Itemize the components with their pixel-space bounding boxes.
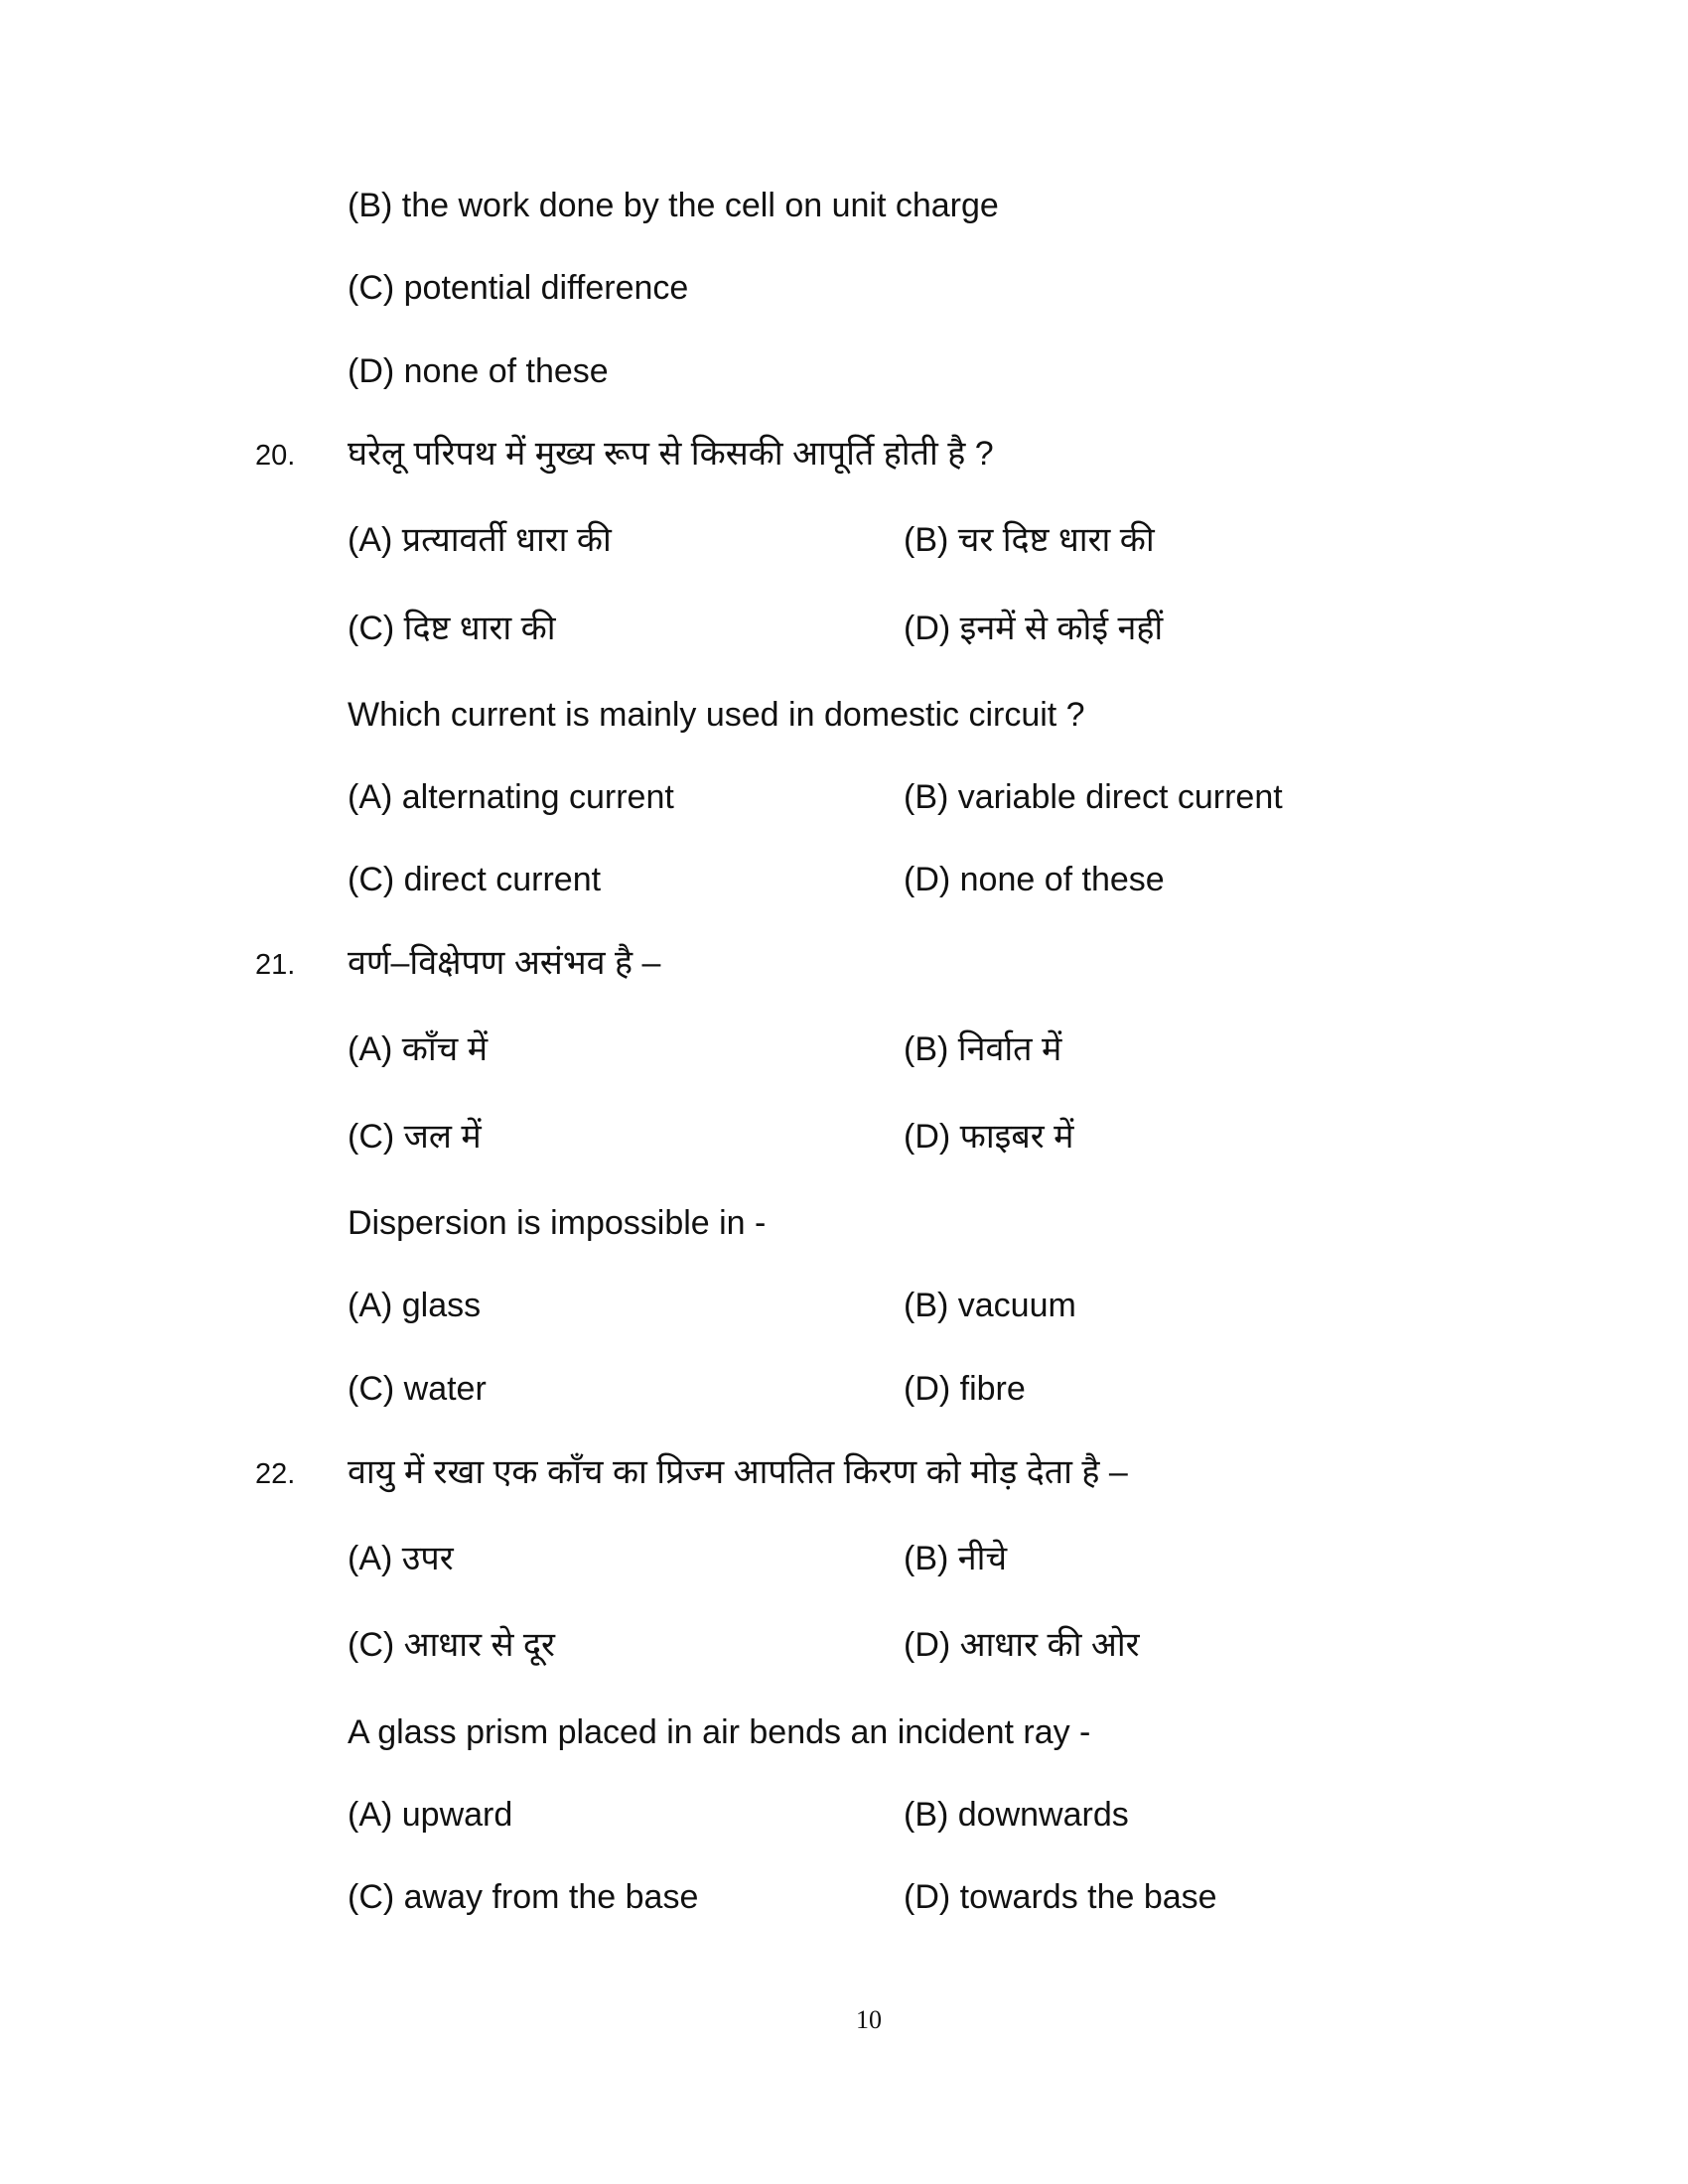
- option-b: (B) vacuum: [904, 1287, 1076, 1324]
- question-english: Dispersion is impossible in -: [348, 1204, 767, 1242]
- option-d: (D) none of these: [904, 861, 1165, 898]
- option-c: (C) water: [348, 1370, 487, 1408]
- option-d: (D) towards the base: [904, 1878, 1217, 1916]
- option-b-hindi: (B) चर दिष्ट धारा की: [904, 521, 1155, 559]
- option-a-hindi: (A) काँच में: [348, 1030, 489, 1068]
- option-c: (C) away from the base: [348, 1878, 699, 1916]
- question-hindi: घरेलू परिपथ में मुख्य रूप से किसकी आपूर्ति होती है ?: [348, 435, 994, 473]
- option-c-hindi: (C) जल में: [348, 1118, 482, 1156]
- question-number: 22.: [255, 1458, 296, 1490]
- option-b: (B) variable direct current: [904, 778, 1283, 816]
- question-number: 21.: [255, 949, 296, 981]
- option-c-hindi: (C) आधार से दूर: [348, 1626, 555, 1664]
- option-c: (C) potential difference: [348, 269, 689, 307]
- option-a-hindi: (A) उपर: [348, 1540, 454, 1577]
- option-b: (B) downwards: [904, 1796, 1129, 1834]
- option-c-hindi: (C) दिष्ट धारा की: [348, 610, 556, 647]
- option-a-hindi: (A) प्रत्यावर्ती धारा की: [348, 521, 612, 559]
- option-b-hindi: (B) निर्वात में: [904, 1030, 1062, 1068]
- question-number: 20.: [255, 440, 296, 472]
- option-c: (C) direct current: [348, 861, 602, 898]
- question-hindi: वर्ण–विक्षेपण असंभव है –: [348, 944, 661, 982]
- option-a: (A) alternating current: [348, 778, 674, 816]
- option-d-hindi: (D) इनमें से कोई नहीं: [904, 610, 1164, 647]
- question-english: Which current is mainly used in domestic circuit ?: [348, 696, 1085, 734]
- question-hindi: वायु में रखा एक काँच का प्रिज्म आपतित किरण को मोड़ देता है –: [348, 1453, 1128, 1491]
- option-b: (B) the work done by the cell on unit charge: [348, 187, 999, 224]
- question-english: A glass prism placed in air bends an incident ray -: [348, 1713, 1091, 1751]
- option-b-hindi: (B) नीचे: [904, 1540, 1008, 1577]
- option-d: (D) none of these: [348, 352, 609, 390]
- option-d-hindi: (D) फाइबर में: [904, 1118, 1074, 1156]
- option-a: (A) upward: [348, 1796, 513, 1834]
- page-number: 10: [856, 2005, 882, 2034]
- option-d: (D) fibre: [904, 1370, 1026, 1408]
- option-a: (A) glass: [348, 1287, 482, 1324]
- option-d-hindi: (D) आधार की ओर: [904, 1626, 1140, 1664]
